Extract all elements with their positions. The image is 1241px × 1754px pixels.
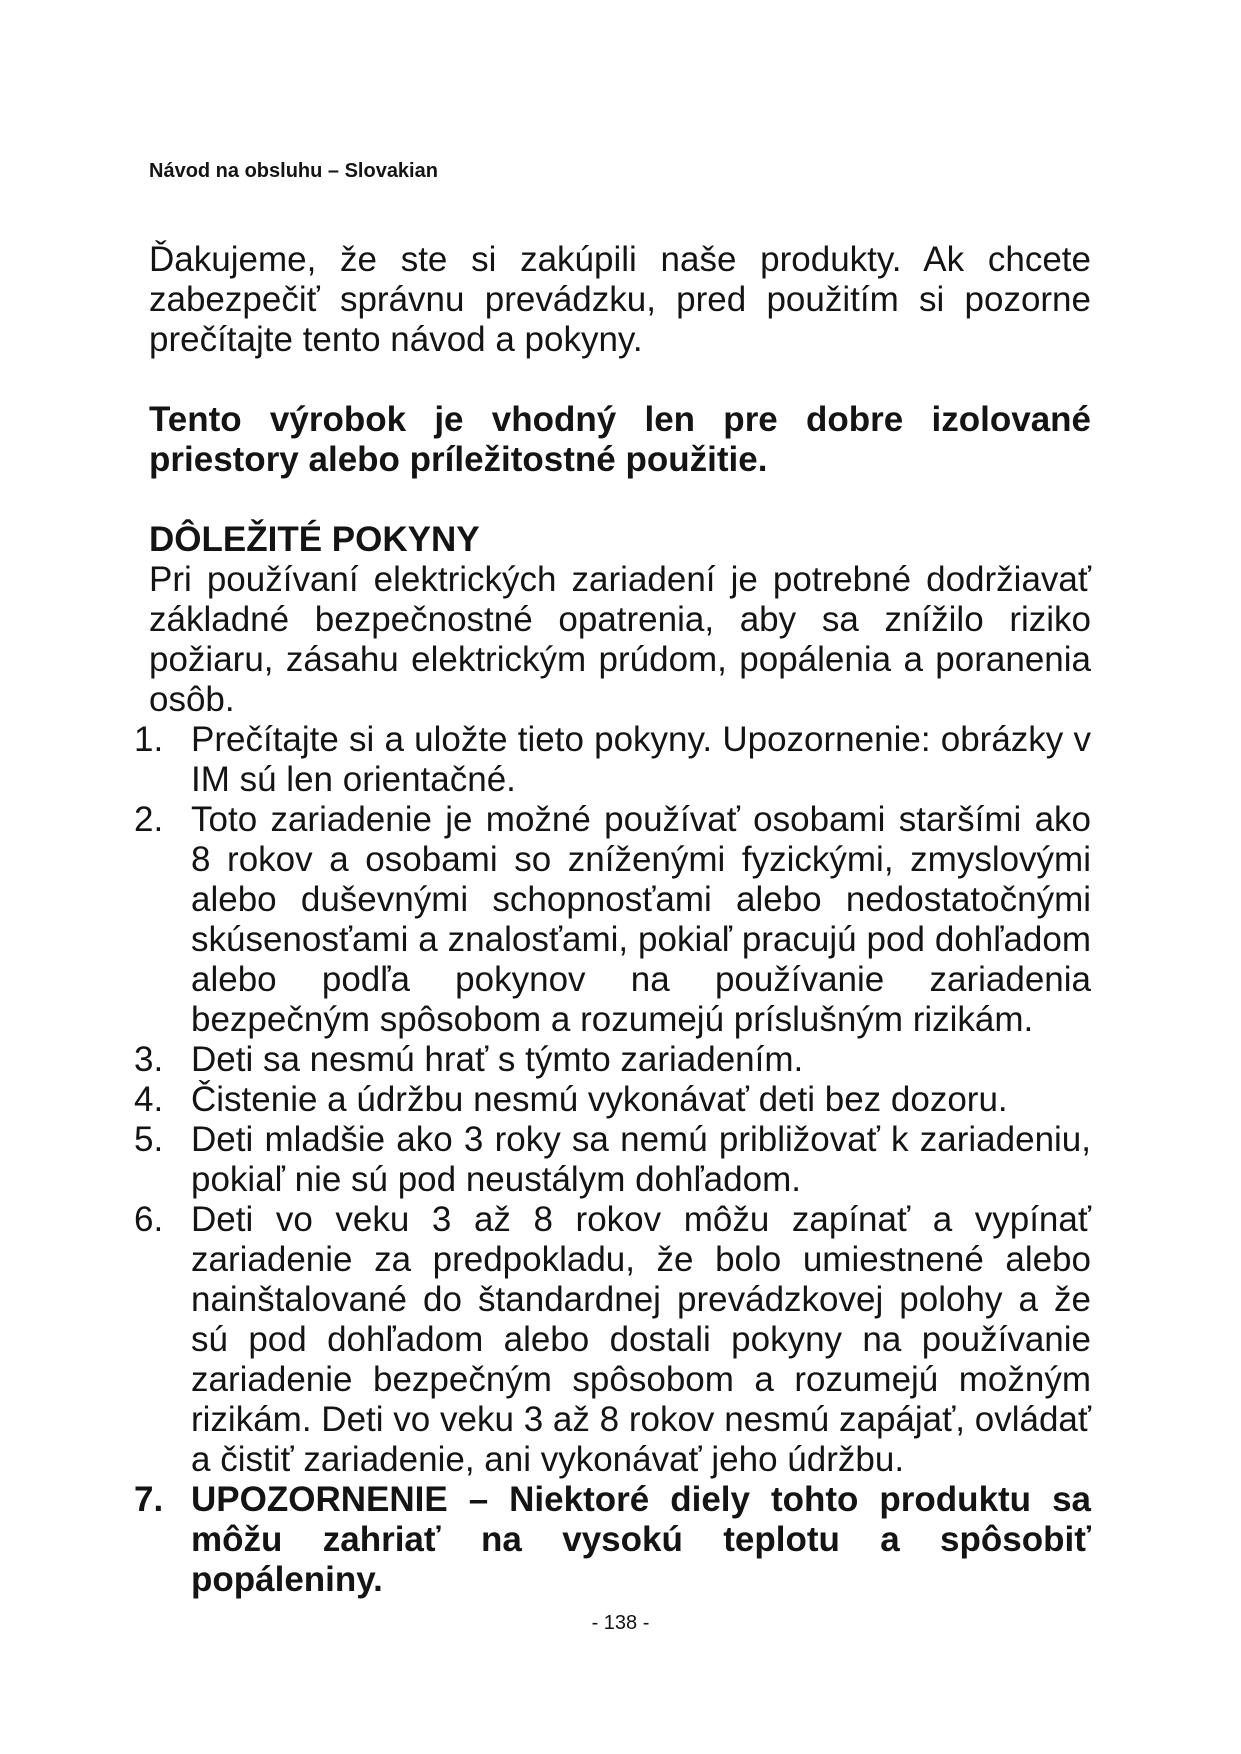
list-item [134, 1040, 1091, 1080]
list-item-warning [134, 1480, 1091, 1600]
item-number: 4. [134, 1080, 164, 1119]
item-text: Deti mladšie ako 3 roky sa nemú približovať k zariadeniu, pokiaľ nie sú pod neustálym dohľadom. [191, 1120, 1091, 1199]
page-content [134, 240, 1091, 1600]
item-number: 2. [134, 800, 164, 839]
item-number: 3. [134, 1040, 164, 1079]
item-text: Čistenie a údržbu nesmú vykonávať deti bez dozoru. [191, 1080, 1008, 1119]
list-item [134, 800, 1091, 1040]
list-item [134, 1080, 1091, 1120]
item-number: 7. [134, 1480, 164, 1519]
item-text: Deti vo veku 3 až 8 rokov môžu zapínať a vypínať zariadenie za predpokladu, že bolo umiestnené alebo nainštalované do štandardnej prevádzkovej polohy a že sú pod dohľadom alebo dostali pokyny na používanie zariadenie bezpečným spôsobom a rozumejú možným rizikám. Deti vo veku 3 až 8 rokov nesmú zapájať, ovládať a čistiť zariadenie, ani vykonávať jeho údržbu. [191, 1200, 1091, 1479]
item-text: Deti sa nesmú hrať s týmto zariadením. [191, 1040, 804, 1079]
item-text: Prečítajte si a uložte tieto pokyny. Upozornenie: obrázky v IM sú len orientačné. [191, 720, 1091, 799]
suitability-notice: Tento výrobok je vhodný len pre dobre izolované priestory alebo príležitostné použitie. [149, 400, 1091, 479]
intro-paragraph: Ďakujeme, že ste si zakúpili naše produkty. Ak chcete zabezpečiť správnu prevádzku, pred použitím si pozorne prečítajte tento návod a pokyny. [149, 240, 1091, 359]
section-title: DÔLEŽITÉ POKYNY [149, 520, 480, 559]
item-text: Toto zariadenie je možné používať osobami staršími ako 8 rokov a osobami so zníženými fyzickými, zmyslovými alebo duševnými schopnosťami alebo nedostatočnými skúsenosťami a znalosťami, pokiaľ pracujú pod dohľadom alebo podľa pokynov na používanie zariadenia bezpečným spôsobom a rozumejú príslušným rizikám. [191, 800, 1091, 1039]
page-number: - 138 - [591, 1612, 650, 1634]
list-item [134, 1200, 1091, 1480]
list-item [134, 720, 1091, 800]
item-number: 5. [134, 1120, 164, 1159]
list-item [134, 1120, 1091, 1200]
item-text: UPOZORNENIE – Niektoré diely tohto produktu sa môžu zahriať na vysokú teplotu a spôsobiť popáleniny. [191, 1480, 1091, 1599]
item-number: 6. [134, 1200, 164, 1239]
section-intro-text: Pri používaní elektrických zariadení je potrebné dodržiavať základné bezpečnostné opatrenia, aby sa znížilo riziko požiaru, zásahu elektrickým prúdom, popálenia a poranenia osôb. [149, 560, 1091, 719]
instruction-list [134, 720, 1091, 1600]
document-header: Návod na obsluhu – Slovakian [149, 160, 438, 182]
item-number: 1. [134, 720, 164, 759]
